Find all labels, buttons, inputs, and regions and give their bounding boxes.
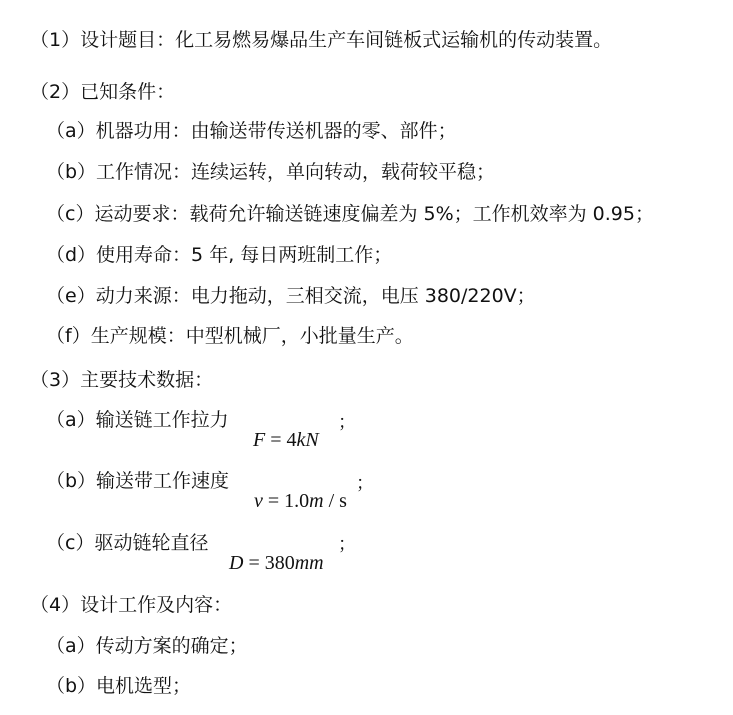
formula-variable: D xyxy=(229,552,244,574)
tech-item-c-label: （c）驱动链轮直径 xyxy=(46,532,209,554)
formula-value: = 1.0 xyxy=(262,490,310,512)
formula-value: = 380 xyxy=(243,552,295,574)
tech-item-c-semicolon: ； xyxy=(338,534,356,555)
condition-item-b: （b）工作情况：连续运转，单向转动，载荷较平稳； xyxy=(46,161,496,183)
tech-item-a-semicolon: ； xyxy=(338,412,356,433)
tech-item-a-label: （a）输送链工作拉力 xyxy=(46,409,229,431)
formula-variable: F xyxy=(253,429,266,451)
formula-unit: m xyxy=(309,490,324,512)
condition-item-a: （a）机器功用：由输送带传送机器的零、部件； xyxy=(46,120,457,142)
tech-item-c-formula xyxy=(229,551,324,575)
condition-item-c: （c）运动要求：载荷允许输送链速度偏差为 5%；工作机效率为 0.95； xyxy=(46,203,654,225)
work-item-b: （b）电机选型； xyxy=(46,675,192,697)
condition-item-f: （f）生产规模：中型机械厂，小批量生产。 xyxy=(46,325,414,347)
formula-unit: mm xyxy=(294,552,324,574)
design-work-heading: （4）设计工作及内容： xyxy=(30,594,233,616)
formula-unit-rest: / s xyxy=(323,490,347,512)
work-item-a: （a）传动方案的确定； xyxy=(46,635,248,657)
formula-value: = 4 xyxy=(265,429,297,451)
tech-item-b-semicolon: ； xyxy=(356,473,374,494)
condition-item-e: （e）动力来源：电力拖动，三相交流，电压 380/220V； xyxy=(46,285,536,307)
tech-data-heading: （3）主要技术数据： xyxy=(30,369,214,391)
tech-item-a-formula xyxy=(253,428,319,452)
tech-item-b-label: （b）输送带工作速度 xyxy=(46,470,230,492)
design-title: （1）设计题目：化工易燃易爆品生产车间链板式运输机的传动装置。 xyxy=(30,29,613,51)
condition-item-d: （d）使用寿命：5 年, 每日两班制工作； xyxy=(46,244,393,266)
formula-unit: kN xyxy=(296,429,319,451)
known-conditions-heading: （2）已知条件： xyxy=(30,81,176,103)
formula-variable: v xyxy=(254,490,263,512)
tech-item-b-formula xyxy=(254,489,347,513)
